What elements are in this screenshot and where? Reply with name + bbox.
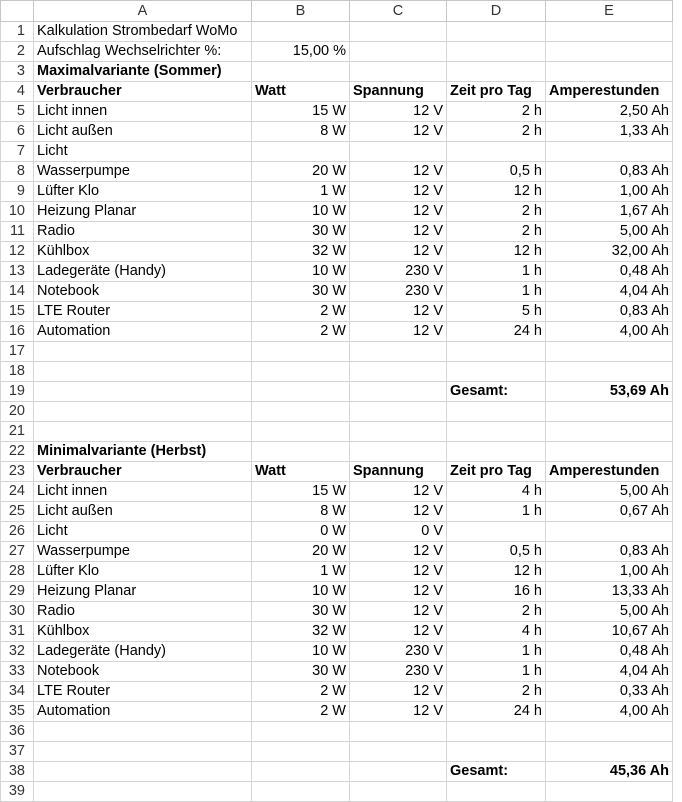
cell-e19[interactable]: 53,69 Ah [546,382,673,402]
table-row [1,82,673,102]
cell-c16[interactable]: 12 V [350,322,447,342]
cell-a1[interactable]: Kalkulation Strombedarf WoMo [34,22,252,42]
cell-d36[interactable] [447,722,546,742]
cell-b8[interactable]: 20 W [252,162,350,182]
cell-d14[interactable]: 1 h [447,282,546,302]
cell-d28[interactable]: 12 h [447,562,546,582]
cell-e7[interactable] [546,142,673,162]
cell-b38[interactable] [252,762,350,782]
cell-e4[interactable]: Amperestunden [546,82,673,102]
cell-a23[interactable]: Verbraucher [34,462,252,482]
cell-e26[interactable] [546,522,673,542]
cell-e14[interactable]: 4,04 Ah [546,282,673,302]
cell-d12[interactable]: 12 h [447,242,546,262]
cell-e36[interactable] [546,722,673,742]
cell-b25[interactable]: 8 W [252,502,350,522]
cell-c24[interactable]: 12 V [350,482,447,502]
row-header[interactable]: 1 [1,22,34,42]
table-row [1,602,673,622]
cell-b19[interactable] [252,382,350,402]
cell-b35[interactable]: 2 W [252,702,350,722]
table-row [1,622,673,642]
cell-b31[interactable]: 32 W [252,622,350,642]
row-header[interactable]: 20 [1,402,34,422]
cell-a20[interactable] [34,402,252,422]
cell-a39[interactable] [34,782,252,802]
cell-d9[interactable]: 12 h [447,182,546,202]
row-header[interactable]: 17 [1,342,34,362]
cell-b9[interactable]: 1 W [252,182,350,202]
cell-a32[interactable]: Ladegeräte (Handy) [34,642,252,662]
row-header[interactable]: 12 [1,242,34,262]
table-row [1,722,673,742]
cell-e11[interactable]: 5,00 Ah [546,222,673,242]
cell-b34[interactable]: 2 W [252,682,350,702]
row-header[interactable]: 4 [1,82,34,102]
row-header[interactable]: 15 [1,302,34,322]
cell-d26[interactable] [447,522,546,542]
cell-a7[interactable]: Licht [34,142,252,162]
table-row [1,242,673,262]
cell-e22[interactable] [546,442,673,462]
cell-b15[interactable]: 2 W [252,302,350,322]
cell-b23[interactable]: Watt [252,462,350,482]
row-header[interactable]: 26 [1,522,34,542]
row-header[interactable]: 11 [1,222,34,242]
row-header[interactable]: 13 [1,262,34,282]
table-row [1,162,673,182]
cell-d22[interactable] [447,442,546,462]
cell-d32[interactable]: 1 h [447,642,546,662]
cell-d29[interactable]: 16 h [447,582,546,602]
table-row [1,302,673,322]
cell-d5[interactable]: 2 h [447,102,546,122]
cell-c33[interactable]: 230 V [350,662,447,682]
cell-c30[interactable]: 12 V [350,602,447,622]
row-header[interactable]: 24 [1,482,34,502]
table-row [1,762,673,782]
row-header[interactable]: 16 [1,322,34,342]
row-header[interactable]: 5 [1,102,34,122]
cell-d21[interactable] [447,422,546,442]
cell-b22[interactable] [252,442,350,462]
table-row [1,742,673,762]
table-row [1,562,673,582]
cell-e38[interactable]: 45,36 Ah [546,762,673,782]
cell-c11[interactable]: 12 V [350,222,447,242]
cell-a30[interactable]: Radio [34,602,252,622]
row-header[interactable]: 37 [1,742,34,762]
cell-b37[interactable] [252,742,350,762]
cell-b6[interactable]: 8 W [252,122,350,142]
cell-d38[interactable]: Gesamt: [447,762,546,782]
cell-e16[interactable]: 4,00 Ah [546,322,673,342]
cell-c20[interactable] [350,402,447,422]
cell-c9[interactable]: 12 V [350,182,447,202]
cell-d25[interactable]: 1 h [447,502,546,522]
cell-b4[interactable]: Watt [252,82,350,102]
column-header-e[interactable]: E [546,1,673,22]
cell-a29[interactable]: Heizung Planar [34,582,252,602]
cell-b21[interactable] [252,422,350,442]
cell-d6[interactable]: 2 h [447,122,546,142]
cell-a2[interactable]: Aufschlag Wechselrichter %: [34,42,252,62]
cell-b32[interactable]: 10 W [252,642,350,662]
cell-b3[interactable] [252,62,350,82]
cell-c31[interactable]: 12 V [350,622,447,642]
cell-e18[interactable] [546,362,673,382]
cell-b16[interactable]: 2 W [252,322,350,342]
cell-c5[interactable]: 12 V [350,102,447,122]
row-header[interactable]: 8 [1,162,34,182]
cell-b28[interactable]: 1 W [252,562,350,582]
row-header[interactable]: 39 [1,782,34,802]
cell-b17[interactable] [252,342,350,362]
row-header[interactable]: 3 [1,62,34,82]
cell-d27[interactable]: 0,5 h [447,542,546,562]
cell-a10[interactable]: Heizung Planar [34,202,252,222]
cell-c3[interactable] [350,62,447,82]
table-row [1,362,673,382]
row-header[interactable]: 29 [1,582,34,602]
cell-e24[interactable]: 5,00 Ah [546,482,673,502]
row-header[interactable]: 10 [1,202,34,222]
cell-a38[interactable] [34,762,252,782]
row-header[interactable]: 9 [1,182,34,202]
cell-e20[interactable] [546,402,673,422]
cell-a22[interactable]: Minimalvariante (Herbst) [34,442,252,462]
row-header[interactable]: 21 [1,422,34,442]
table-row [1,702,673,722]
row-header[interactable]: 2 [1,42,34,62]
row-header[interactable]: 28 [1,562,34,582]
row-header[interactable]: 23 [1,462,34,482]
cell-e33[interactable]: 4,04 Ah [546,662,673,682]
cell-d7[interactable] [447,142,546,162]
cell-a34[interactable]: LTE Router [34,682,252,702]
cell-d11[interactable]: 2 h [447,222,546,242]
cell-a19[interactable] [34,382,252,402]
cell-a18[interactable] [34,362,252,382]
grid-body [1,22,673,802]
cell-d23[interactable]: Zeit pro Tag [447,462,546,482]
table-row [1,22,673,42]
cell-e15[interactable]: 0,83 Ah [546,302,673,322]
cell-b11[interactable]: 30 W [252,222,350,242]
cell-a25[interactable]: Licht außen [34,502,252,522]
row-header[interactable]: 6 [1,122,34,142]
cell-b26[interactable]: 0 W [252,522,350,542]
cell-e8[interactable]: 0,83 Ah [546,162,673,182]
cell-c13[interactable]: 230 V [350,262,447,282]
row-header[interactable]: 19 [1,382,34,402]
table-row [1,62,673,82]
cell-d35[interactable]: 24 h [447,702,546,722]
cell-d16[interactable]: 24 h [447,322,546,342]
cell-b20[interactable] [252,402,350,422]
cell-a35[interactable]: Automation [34,702,252,722]
cell-a14[interactable]: Notebook [34,282,252,302]
cell-d2[interactable] [447,42,546,62]
table-row [1,402,673,422]
cell-b29[interactable]: 10 W [252,582,350,602]
cell-d20[interactable] [447,402,546,422]
cell-a13[interactable]: Ladegeräte (Handy) [34,262,252,282]
cell-a33[interactable]: Notebook [34,662,252,682]
table-row [1,122,673,142]
table-row [1,442,673,462]
cell-d39[interactable] [447,782,546,802]
table-row [1,342,673,362]
cell-c26[interactable]: 0 V [350,522,447,542]
table-row [1,202,673,222]
row-header[interactable]: 38 [1,762,34,782]
table-row [1,282,673,302]
cell-d8[interactable]: 0,5 h [447,162,546,182]
cell-b2[interactable]: 15,00 % [252,42,350,62]
cell-a6[interactable]: Licht außen [34,122,252,142]
cell-c7[interactable] [350,142,447,162]
cell-c4[interactable]: Spannung [350,82,447,102]
cell-a31[interactable]: Kühlbox [34,622,252,642]
cell-a12[interactable]: Kühlbox [34,242,252,262]
cell-e30[interactable]: 5,00 Ah [546,602,673,622]
cell-a4[interactable]: Verbraucher [34,82,252,102]
column-header-d[interactable]: D [447,1,546,22]
table-row [1,262,673,282]
table-row [1,542,673,562]
cell-a15[interactable]: LTE Router [34,302,252,322]
cell-b39[interactable] [252,782,350,802]
cell-e21[interactable] [546,422,673,442]
cell-b14[interactable]: 30 W [252,282,350,302]
table-row [1,462,673,482]
cell-c29[interactable]: 12 V [350,582,447,602]
cell-e27[interactable]: 0,83 Ah [546,542,673,562]
cell-d1[interactable] [447,22,546,42]
cell-d3[interactable] [447,62,546,82]
cell-a11[interactable]: Radio [34,222,252,242]
cell-b5[interactable]: 15 W [252,102,350,122]
cell-c17[interactable] [350,342,447,362]
cell-e34[interactable]: 0,33 Ah [546,682,673,702]
column-header-a[interactable]: A [34,1,252,22]
row-header[interactable]: 33 [1,662,34,682]
cell-b36[interactable] [252,722,350,742]
cell-c15[interactable]: 12 V [350,302,447,322]
cell-b33[interactable]: 30 W [252,662,350,682]
cell-e37[interactable] [546,742,673,762]
cell-b30[interactable]: 30 W [252,602,350,622]
cell-c10[interactable]: 12 V [350,202,447,222]
row-header[interactable]: 25 [1,502,34,522]
cell-b12[interactable]: 32 W [252,242,350,262]
cell-c27[interactable]: 12 V [350,542,447,562]
cell-c21[interactable] [350,422,447,442]
cell-b7[interactable] [252,142,350,162]
table-row [1,382,673,402]
cell-e13[interactable]: 0,48 Ah [546,262,673,282]
cell-e2[interactable] [546,42,673,62]
cell-c28[interactable]: 12 V [350,562,447,582]
row-header[interactable]: 27 [1,542,34,562]
cell-a37[interactable] [34,742,252,762]
cell-d13[interactable]: 1 h [447,262,546,282]
cell-a21[interactable] [34,422,252,442]
table-row [1,782,673,802]
cell-c14[interactable]: 230 V [350,282,447,302]
cell-d34[interactable]: 2 h [447,682,546,702]
cell-c19[interactable] [350,382,447,402]
cell-d19[interactable]: Gesamt: [447,382,546,402]
cell-c37[interactable] [350,742,447,762]
cell-d30[interactable]: 2 h [447,602,546,622]
cell-e31[interactable]: 10,67 Ah [546,622,673,642]
row-header[interactable]: 18 [1,362,34,382]
cell-c23[interactable]: Spannung [350,462,447,482]
table-row [1,142,673,162]
cell-a5[interactable]: Licht innen [34,102,252,122]
table-row [1,422,673,442]
table-row [1,42,673,62]
cell-e35[interactable]: 4,00 Ah [546,702,673,722]
cell-a27[interactable]: Wasserpumpe [34,542,252,562]
cell-e23[interactable]: Amperestunden [546,462,673,482]
table-row [1,582,673,602]
table-row [1,222,673,242]
cell-d18[interactable] [447,362,546,382]
table-row [1,482,673,502]
row-header[interactable]: 14 [1,282,34,302]
cell-a28[interactable]: Lüfter Klo [34,562,252,582]
select-all-corner[interactable] [1,1,34,22]
cell-c18[interactable] [350,362,447,382]
cell-e32[interactable]: 0,48 Ah [546,642,673,662]
cell-c22[interactable] [350,442,447,462]
cell-a9[interactable]: Lüfter Klo [34,182,252,202]
row-header[interactable]: 34 [1,682,34,702]
cell-d4[interactable]: Zeit pro Tag [447,82,546,102]
cell-a26[interactable]: Licht [34,522,252,542]
cell-c2[interactable] [350,42,447,62]
cell-c36[interactable] [350,722,447,742]
cell-a16[interactable]: Automation [34,322,252,342]
cell-b27[interactable]: 20 W [252,542,350,562]
row-header[interactable]: 30 [1,602,34,622]
cell-e39[interactable] [546,782,673,802]
row-header[interactable]: 32 [1,642,34,662]
table-row [1,662,673,682]
cell-c6[interactable]: 12 V [350,122,447,142]
cell-d37[interactable] [447,742,546,762]
table-row [1,682,673,702]
cell-a3[interactable]: Maximalvariante (Sommer) [34,62,252,82]
cell-e10[interactable]: 1,67 Ah [546,202,673,222]
cell-d17[interactable] [447,342,546,362]
cell-e5[interactable]: 2,50 Ah [546,102,673,122]
cell-b1[interactable] [252,22,350,42]
cell-a36[interactable] [34,722,252,742]
cell-e12[interactable]: 32,00 Ah [546,242,673,262]
row-header[interactable]: 7 [1,142,34,162]
cell-c25[interactable]: 12 V [350,502,447,522]
table-row [1,322,673,342]
table-row [1,502,673,522]
column-header-c[interactable]: C [350,1,447,22]
row-header[interactable]: 22 [1,442,34,462]
row-header[interactable]: 35 [1,702,34,722]
cell-b24[interactable]: 15 W [252,482,350,502]
cell-d33[interactable]: 1 h [447,662,546,682]
cell-c39[interactable] [350,782,447,802]
row-header[interactable]: 36 [1,722,34,742]
cell-d10[interactable]: 2 h [447,202,546,222]
cell-c12[interactable]: 12 V [350,242,447,262]
cell-d15[interactable]: 5 h [447,302,546,322]
row-header[interactable]: 31 [1,622,34,642]
cell-c34[interactable]: 12 V [350,682,447,702]
table-row [1,642,673,662]
cell-c32[interactable]: 230 V [350,642,447,662]
column-header-row [1,1,673,22]
cell-e1[interactable] [546,22,673,42]
cell-c1[interactable] [350,22,447,42]
cell-d31[interactable]: 4 h [447,622,546,642]
cell-b10[interactable]: 10 W [252,202,350,222]
cell-a8[interactable]: Wasserpumpe [34,162,252,182]
table-row [1,102,673,122]
cell-e9[interactable]: 1,00 Ah [546,182,673,202]
cell-c8[interactable]: 12 V [350,162,447,182]
cell-e25[interactable]: 0,67 Ah [546,502,673,522]
table-row [1,522,673,542]
table-row [1,182,673,202]
cell-d24[interactable]: 4 h [447,482,546,502]
cell-c38[interactable] [350,762,447,782]
column-header-b[interactable]: B [252,1,350,22]
cell-b18[interactable] [252,362,350,382]
cell-b13[interactable]: 10 W [252,262,350,282]
cell-e29[interactable]: 13,33 Ah [546,582,673,602]
cell-e17[interactable] [546,342,673,362]
cell-e28[interactable]: 1,00 Ah [546,562,673,582]
cell-c35[interactable]: 12 V [350,702,447,722]
cell-a17[interactable] [34,342,252,362]
cell-e3[interactable] [546,62,673,82]
cell-a24[interactable]: Licht innen [34,482,252,502]
cell-e6[interactable]: 1,33 Ah [546,122,673,142]
